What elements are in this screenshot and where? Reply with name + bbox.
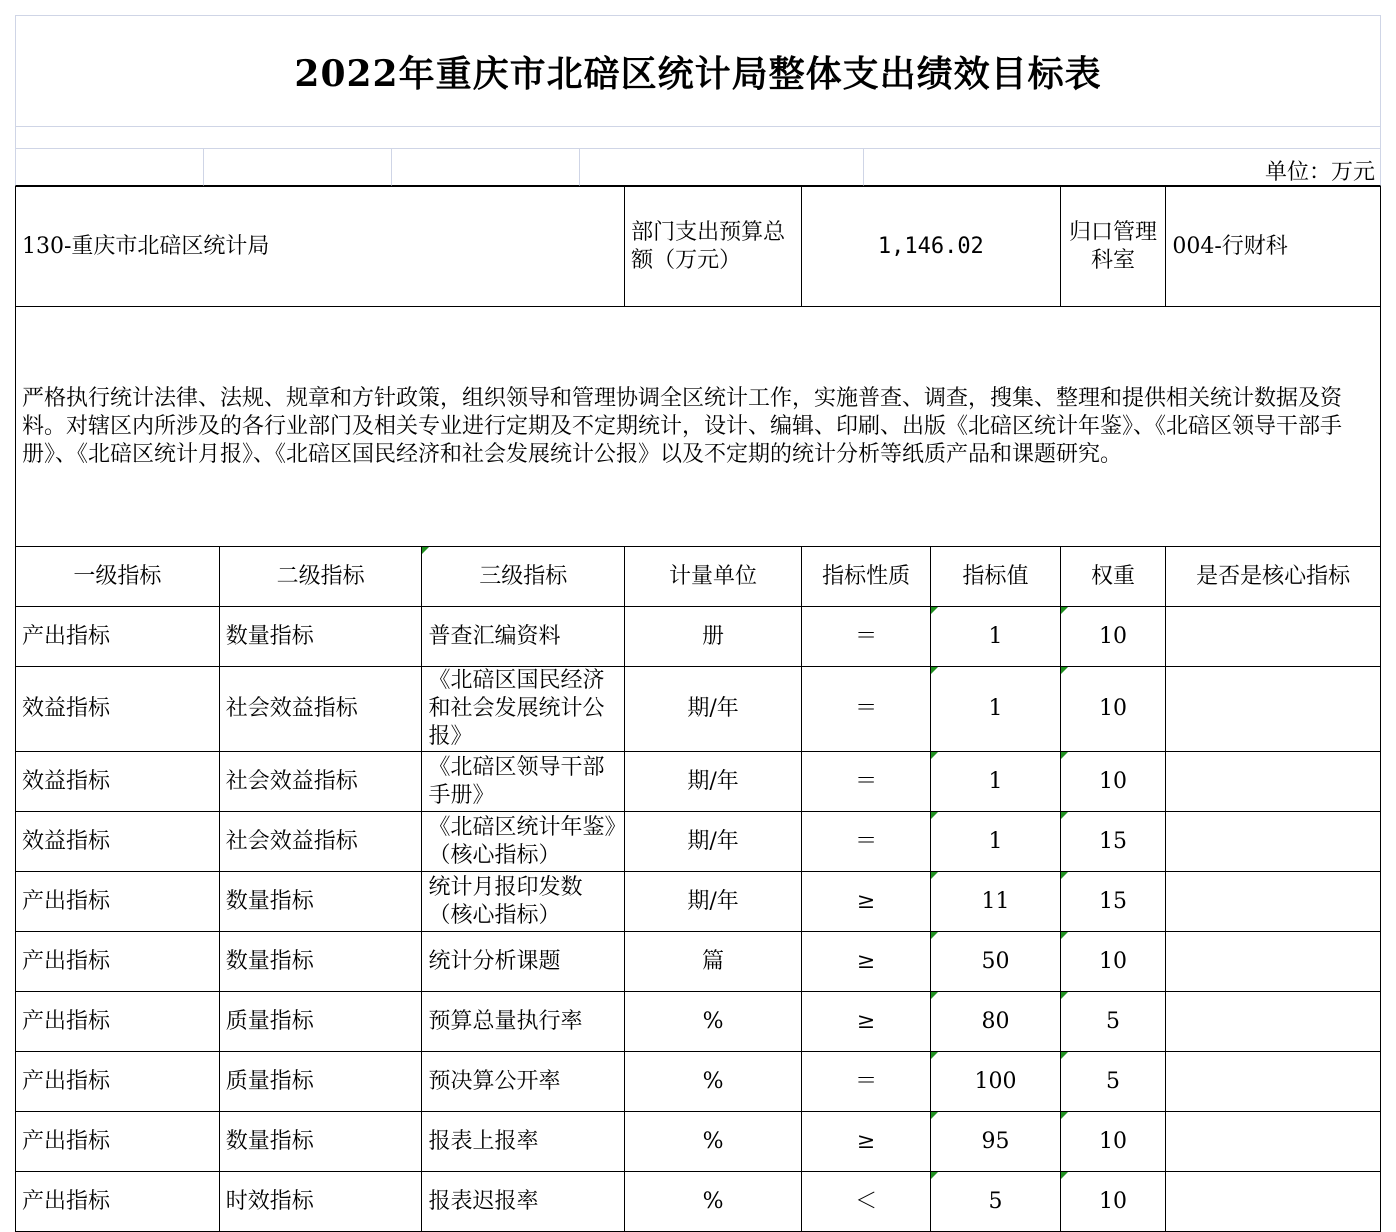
cell-level3: 《北碚区国民经济和社会发展统计公报》 <box>422 667 625 752</box>
cell-nature: ≥ <box>801 872 930 932</box>
cell-core <box>1166 1112 1381 1172</box>
description-cell: 严格执行统计法律、法规、规章和方针政策，组织领导和管理协调全区统计工作，实施普查、调查，搜集、整理和提供相关统计数据及资料。对辖区内所涉及的各行业部门及相关专业进行定期及不定期统计，设计、编辑、印刷、出版《北碚区统计年鉴》、《北碚区领导干部手册》、《北碚区统计月报》、《北碚区国民经济和社会发展统计公报》以及不定期的统计分析等纸质产品和课题研究。 <box>16 307 1381 547</box>
cell-level3: 预算总量执行率 <box>422 992 625 1052</box>
table-row <box>16 667 1381 752</box>
cell-level1: 产出指标 <box>16 1052 220 1112</box>
cell-value: 1 <box>931 812 1060 872</box>
cell-unit: 期/年 <box>625 872 802 932</box>
cell-level1: 效益指标 <box>16 667 220 752</box>
cell-weight: 10 <box>1060 932 1166 992</box>
cell-unit: % <box>625 1052 802 1112</box>
cell-level3: 普查汇编资料 <box>422 607 625 667</box>
cell-level2: 时效指标 <box>219 1172 422 1232</box>
cell-weight: 5 <box>1060 992 1166 1052</box>
cell-core <box>1166 872 1381 932</box>
cell-level3: 报表上报率 <box>422 1112 625 1172</box>
cell-nature: ＝ <box>801 812 930 872</box>
cell-level2: 质量指标 <box>219 992 422 1052</box>
cell-unit: 篇 <box>625 932 802 992</box>
cell-core <box>1166 607 1381 667</box>
info-row <box>16 187 1381 307</box>
header-row <box>16 547 1381 607</box>
cell-level2: 数量指标 <box>219 1112 422 1172</box>
cell-value: 95 <box>931 1112 1060 1172</box>
office-label-cell: 归口管理科室 <box>1060 187 1166 307</box>
cell-unit: 期/年 <box>625 752 802 812</box>
cell-unit: 册 <box>625 607 802 667</box>
cell-unit: % <box>625 1112 802 1172</box>
cell-nature: ＜ <box>801 1172 930 1232</box>
cell-level1: 产出指标 <box>16 1112 220 1172</box>
cell-core <box>1166 667 1381 752</box>
cell-value: 1 <box>931 607 1060 667</box>
cell-core <box>1166 1172 1381 1232</box>
cell-level1: 产出指标 <box>16 992 220 1052</box>
cell-core <box>1166 1052 1381 1112</box>
cell-value: 1 <box>931 752 1060 812</box>
table-row <box>16 992 1381 1052</box>
unit-row <box>15 149 1381 186</box>
cell-level3: 《北碚区领导干部手册》 <box>422 752 625 812</box>
cell-value: 50 <box>931 932 1060 992</box>
cell-level2: 社会效益指标 <box>219 667 422 752</box>
cell-nature: ≥ <box>801 1112 930 1172</box>
header-weight: 权重 <box>1060 547 1166 607</box>
cell-level3: 报表迟报率 <box>422 1172 625 1232</box>
blank-cell <box>392 149 580 186</box>
cell-level2: 数量指标 <box>219 872 422 932</box>
cell-unit: 期/年 <box>625 812 802 872</box>
cell-nature: ＝ <box>801 607 930 667</box>
indicator-rows <box>16 607 1381 1232</box>
cell-level3: 统计月报印发数（核心指标） <box>422 872 625 932</box>
budget-label-cell: 部门支出预算总额（万元） <box>625 187 802 307</box>
cell-nature: ＝ <box>801 752 930 812</box>
cell-weight: 10 <box>1060 667 1166 752</box>
cell-level2: 社会效益指标 <box>219 812 422 872</box>
cell-weight: 10 <box>1060 752 1166 812</box>
header-core: 是否是核心指标 <box>1166 547 1381 607</box>
blank-cell <box>15 149 204 186</box>
cell-unit: 期/年 <box>625 667 802 752</box>
table-row <box>16 1172 1381 1232</box>
cell-value: 80 <box>931 992 1060 1052</box>
department-cell: 130-重庆市北碚区统计局 <box>16 187 625 307</box>
cell-core <box>1166 992 1381 1052</box>
cell-level1: 效益指标 <box>16 812 220 872</box>
cell-level3: 预决算公开率 <box>422 1052 625 1112</box>
cell-level2: 社会效益指标 <box>219 752 422 812</box>
unit-label: 单位：万元 <box>1264 160 1375 185</box>
cell-level3: 统计分析课题 <box>422 932 625 992</box>
header-l2: 二级指标 <box>219 547 422 607</box>
cell-level3: 《北碚区统计年鉴》（核心指标） <box>422 812 625 872</box>
table-row <box>16 812 1381 872</box>
cell-level1: 产出指标 <box>16 607 220 667</box>
cell-nature: ≥ <box>801 932 930 992</box>
cell-value: 11 <box>931 872 1060 932</box>
cell-value: 1 <box>931 667 1060 752</box>
cell-weight: 5 <box>1060 1052 1166 1112</box>
cell-core <box>1166 932 1381 992</box>
cell-core <box>1166 812 1381 872</box>
cell-level1: 产出指标 <box>16 872 220 932</box>
cell-level2: 质量指标 <box>219 1052 422 1112</box>
header-value: 指标值 <box>931 547 1060 607</box>
cell-nature: ＝ <box>801 1052 930 1112</box>
cell-level1: 效益指标 <box>16 752 220 812</box>
performance-table <box>15 186 1381 1232</box>
sheet-title: 2022年重庆市北碚区统计局整体支出绩效目标表 <box>15 15 1381 127</box>
table-row <box>16 932 1381 992</box>
description-row <box>16 307 1381 547</box>
table-row <box>16 1112 1381 1172</box>
cell-weight: 15 <box>1060 872 1166 932</box>
table-row <box>16 752 1381 812</box>
cell-value: 100 <box>931 1052 1060 1112</box>
cell-value: 5 <box>931 1172 1060 1232</box>
cell-nature: ≥ <box>801 992 930 1052</box>
blank-cell <box>204 149 392 186</box>
cell-weight: 10 <box>1060 1172 1166 1232</box>
cell-unit: % <box>625 992 802 1052</box>
header-nature: 指标性质 <box>801 547 930 607</box>
cell-weight: 15 <box>1060 812 1166 872</box>
cell-level2: 数量指标 <box>219 932 422 992</box>
table-row <box>16 1052 1381 1112</box>
cell-level1: 产出指标 <box>16 932 220 992</box>
cell-nature: ＝ <box>801 667 930 752</box>
header-l3: 三级指标 <box>422 547 625 607</box>
cell-core <box>1166 752 1381 812</box>
header-unit: 计量单位 <box>625 547 802 607</box>
table-row <box>16 607 1381 667</box>
cell-weight: 10 <box>1060 607 1166 667</box>
header-l1: 一级指标 <box>16 547 220 607</box>
spacer-row <box>15 127 1381 149</box>
table-row <box>16 872 1381 932</box>
budget-value-cell: 1,146.02 <box>801 187 1060 307</box>
office-value-cell: 004-行财科 <box>1166 187 1381 307</box>
cell-level2: 数量指标 <box>219 607 422 667</box>
blank-cell <box>580 149 864 186</box>
cell-level1: 产出指标 <box>16 1172 220 1232</box>
cell-weight: 10 <box>1060 1112 1166 1172</box>
cell-unit: % <box>625 1172 802 1232</box>
